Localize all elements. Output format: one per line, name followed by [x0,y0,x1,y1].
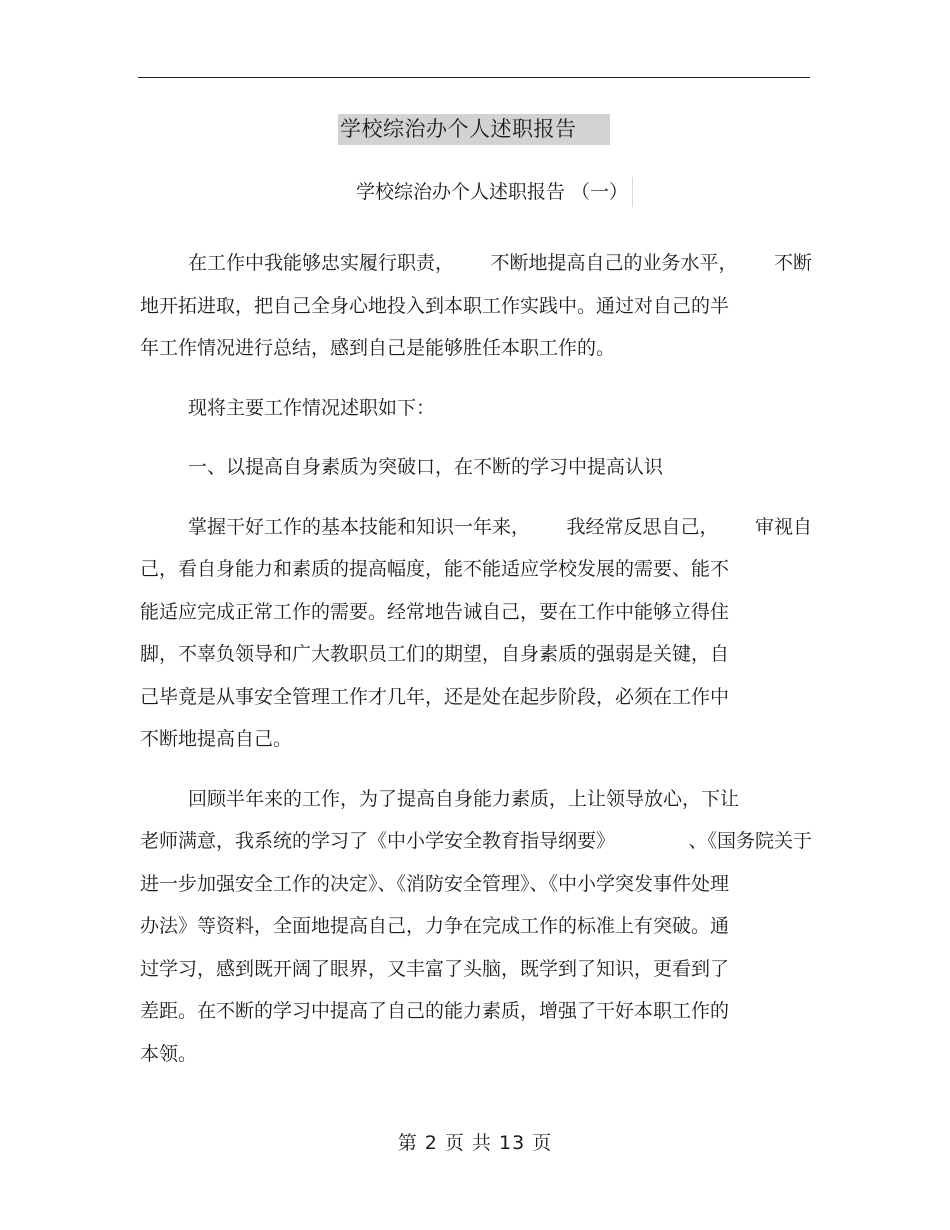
text-segment: 回顾半年来的工作，为了提高自身能力素质，上让领导放心，下让 [188,787,740,810]
text-line [140,242,812,285]
page-number: 第 2 页 共 13 页 [397,1132,553,1154]
body-paragraph [140,446,812,489]
text-line [140,778,812,821]
body-paragraph [140,387,812,430]
text-segment: 现将主要工作情况述职如下： [188,396,436,419]
text-line [140,633,812,676]
text-segment: 掌握干好工作的基本技能和知识一年来， [188,515,531,538]
body-paragraph [140,242,812,370]
text-segment: 我经常反思自己， [566,515,719,538]
body-paragraph [140,778,812,1076]
text-segment: 脚，不辜负领导和广大教职员工们的期望，自身素质的强弱是关键，自 [140,643,730,665]
text-segment: 不断地提高自己。 [140,728,293,750]
text-segment: 老师满意，我系统的学习了《中小学安全教育指导纲要》 [140,830,616,852]
text-line [140,676,812,719]
text-segment: 一、以提高自身素质为突破口，在不断的学习中提高认识 [188,456,664,478]
text-line [140,387,812,430]
text-segment: 过学习，感到既开阔了眼界，又丰富了头脑，既学到了知识，更看到了 [140,957,730,980]
text-line [140,1033,812,1076]
header-rule [138,77,810,78]
text-line [140,548,812,591]
document-title: 学校综治办个人述职报告 [338,114,610,145]
text-segment: 本领。 [140,1042,198,1065]
text-segment: 在工作中我能够忠实履行职责， [188,252,455,274]
text-line [140,820,812,863]
text-segment: 地开拓进取，把自己全身心地投入到本职工作实践中。通过对自己的半 [140,294,730,317]
text-line [140,327,812,370]
text-segment: 、《国务院关于 [688,830,812,852]
text-segment: 审视自 [754,515,812,538]
text-line [140,446,812,489]
text-line [140,285,812,328]
text-segment: 能适应完成正常工作的需要。经常地告诫自己，要在工作中能够立得住 [140,600,730,623]
text-segment: 进一步加强安全工作的决定》、《消防安全管理》、《中小学突发事件处理 [140,872,730,895]
text-segment: 不断 [773,252,812,274]
text-segment: 不断地提高自己的业务水平， [490,252,738,274]
text-line [140,718,812,761]
document-body [140,242,812,1092]
body-paragraph [140,506,812,761]
text-segment: 差距。在不断的学习中提高了自己的能力素质，增强了干好本职工作的 [140,1000,730,1022]
text-line [140,591,812,634]
text-segment: 办法》等资料，全面地提高自己，力争在完成工作的标准上有突破。通 [140,915,730,937]
text-line [140,948,812,991]
text-line [140,990,812,1033]
text-segment: 年工作情况进行总结，感到自己是能够胜任本职工作的。 [140,337,616,359]
document-subtitle: 学校综治办个人述职报告 （一） [356,177,633,207]
text-line [140,905,812,948]
text-line [140,506,812,549]
text-segment: 己毕竟是从事安全管理工作才几年，还是处在起步阶段，必须在工作中 [140,685,730,708]
text-line [140,863,812,906]
text-segment: 己，看自身能力和素质的提高幅度，能不能适应学校发展的需要、能不 [140,558,730,580]
